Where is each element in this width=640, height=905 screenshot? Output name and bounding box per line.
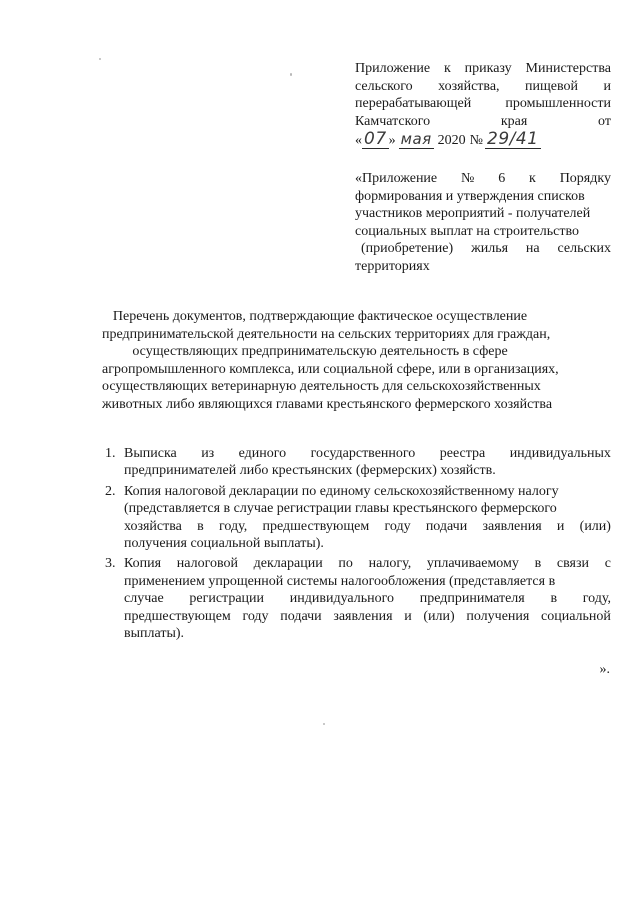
annex-word: к <box>529 171 536 186</box>
approval-line <box>355 78 611 96</box>
annex-word: «Приложение <box>355 171 438 186</box>
list-item-word: уплачиваемому <box>426 556 519 572</box>
annex-word: жилья <box>471 241 509 256</box>
list-item-word: заявления <box>333 608 393 624</box>
list-item-word: предшествующем <box>124 608 231 624</box>
approval-word: к <box>443 61 451 76</box>
list-item-number: 3. <box>105 556 116 572</box>
list-item-line <box>124 445 611 462</box>
list-item-word: социальной <box>541 608 611 624</box>
annex-word: участников мероприятий - получателей <box>355 206 591 221</box>
number-label: № <box>469 132 484 148</box>
heading-line: Перечень документов, подтверждающие фактическое осуществление <box>112 309 528 324</box>
approval-word: Камчатского <box>355 113 431 129</box>
list-item-word: хозяйства <box>124 518 182 534</box>
annex-word: территориях <box>355 258 430 274</box>
list-item-word: предпринимателя <box>419 591 525 607</box>
list-item-line <box>124 483 611 500</box>
list-item-word: получения <box>466 608 530 624</box>
scan-speck <box>99 58 101 60</box>
list-item-word: государственного <box>310 446 416 461</box>
annex-word: 6 <box>498 171 506 186</box>
annex-word: Порядку <box>559 171 611 186</box>
list-item-word: предпринимателей либо крестьянских (фермерских) хозяйств. <box>124 463 496 479</box>
list-item-word: Копия <box>124 556 162 572</box>
list-item-line <box>124 462 611 479</box>
list-item-text <box>124 483 611 553</box>
heading-line: предпринимательской деятельности на сельских территориях для граждан, <box>102 326 551 342</box>
list-item-word: выплаты). <box>124 626 185 642</box>
annex-line <box>355 205 611 223</box>
heading-line: агропромышленного комплекса, или социальной сфере, или в организациях, <box>102 361 559 377</box>
approval-word: края <box>500 113 528 129</box>
document-heading <box>102 308 559 414</box>
heading-line: осуществляющих ветеринарную деятельность для сельскохозяйственных <box>102 379 541 395</box>
list-item-word: налогу, <box>368 556 412 572</box>
list-item-word: и <box>556 518 565 534</box>
order-date-line <box>355 131 611 149</box>
list-item-word: индивидуального <box>289 591 394 607</box>
list-item-number: 1. <box>105 446 116 461</box>
list-item <box>105 555 611 642</box>
annex-line <box>355 223 611 241</box>
approval-word: и <box>603 78 611 94</box>
approval-word: хозяйства, <box>438 78 500 94</box>
list-item-line <box>124 500 611 517</box>
list-item-word: заявления <box>482 518 542 534</box>
list-item-word: в <box>550 591 558 607</box>
approval-word: промышленности <box>505 96 611 111</box>
handwritten-order-number: 29/41 <box>487 129 539 149</box>
list-item-word: Выписка <box>124 446 177 461</box>
annex-reference-block <box>355 170 611 275</box>
quote-close: » <box>388 132 396 148</box>
approval-word: приказу <box>464 61 512 76</box>
list-item-word: из <box>201 446 215 461</box>
list-item-word: году, <box>219 518 248 534</box>
list-item-line <box>124 518 611 535</box>
quote-open: « <box>355 132 362 148</box>
scan-speck <box>290 73 292 76</box>
list-item-word: в <box>197 518 204 534</box>
list-item <box>105 483 611 553</box>
list-item-word: в <box>534 556 542 572</box>
approval-block <box>355 60 611 149</box>
list-item-word: году <box>384 518 411 534</box>
list-item-word: подачи <box>280 608 322 624</box>
list-item-word: реестра <box>439 446 486 461</box>
list-item-word: (или) <box>579 518 611 534</box>
approval-word: сельского <box>355 78 413 94</box>
list-item-number: 2. <box>105 483 116 499</box>
annex-word: № <box>460 171 475 186</box>
annex-line <box>355 240 611 258</box>
list-item-word: по <box>338 556 353 572</box>
approval-word: пищевой <box>525 78 579 94</box>
list-item <box>105 445 611 480</box>
annex-line <box>355 170 611 188</box>
list-item-word: предшествующем <box>262 518 370 534</box>
annex-word: формирования и утверждения списков <box>355 188 585 204</box>
list-item-word: Копия налоговой декларации по единому сельскохозяйственному налогу <box>124 483 559 499</box>
list-item-line <box>124 625 611 642</box>
list-item-line <box>124 608 611 625</box>
list-item-word: и <box>404 608 412 624</box>
list-item-word: случае <box>124 591 164 607</box>
approval-word: Министерства <box>525 61 611 76</box>
list-item-word: с <box>604 556 611 572</box>
handwritten-day: 07 <box>364 129 387 149</box>
heading-line: осуществляющих предпринимательскую деятельность в сфере <box>132 344 508 360</box>
list-item-line <box>124 590 611 607</box>
list-item-word: применением упрощенной системы налогообложения (представляется в <box>124 573 556 589</box>
documents-list <box>105 445 611 645</box>
order-year: 2020 <box>437 132 466 148</box>
annex-word: сельских <box>557 241 611 256</box>
approval-word: перерабатывающей <box>355 96 472 111</box>
approval-line <box>355 113 611 131</box>
annex-word: на <box>525 241 540 256</box>
list-item-text <box>124 445 611 480</box>
annex-word: (приобретение) <box>361 241 454 256</box>
list-item-word: регистрации <box>189 591 265 607</box>
annex-word: социальных выплат на строительство <box>355 223 580 239</box>
list-item-word: единого <box>238 446 287 461</box>
approval-line <box>355 95 611 113</box>
list-item-word: связи <box>556 556 590 572</box>
list-item-text <box>124 555 611 642</box>
list-item-word: налоговой <box>176 556 238 572</box>
scan-speck <box>323 723 325 725</box>
handwritten-month: мая <box>400 130 432 148</box>
list-item-word: году, <box>582 591 611 607</box>
annex-line <box>355 188 611 206</box>
list-item-word: декларации <box>253 556 323 572</box>
list-item-word: (или) <box>423 608 455 624</box>
annex-line <box>355 258 611 276</box>
list-item-word: получения социальной выплаты). <box>124 536 324 552</box>
list-item-word: индивидуальных <box>509 446 611 461</box>
list-item-line <box>124 573 611 590</box>
list-item-word: году <box>242 608 269 624</box>
list-item-word: подачи <box>425 518 468 534</box>
list-item-line <box>124 555 611 572</box>
list-item-word: (представляется в случае регистрации главы крестьянского фермерского <box>124 501 557 517</box>
list-item-line <box>124 535 611 552</box>
approval-word: от <box>598 113 611 129</box>
closing-quote: ». <box>599 662 610 677</box>
heading-line: животных либо являющихся главами крестьянского фермерского хозяйства <box>102 396 553 412</box>
approval-word: Приложение <box>355 61 431 76</box>
approval-line <box>355 60 611 78</box>
